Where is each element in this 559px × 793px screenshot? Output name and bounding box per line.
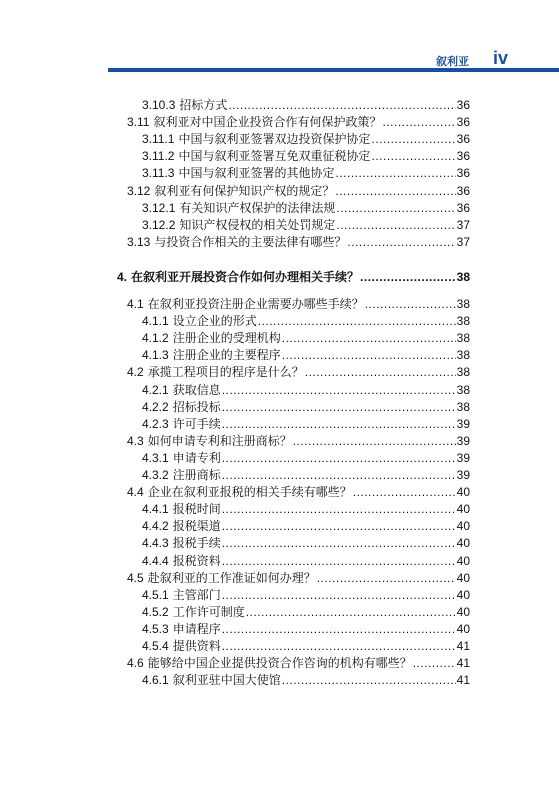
toc-entry[interactable] bbox=[127, 654, 470, 672]
toc-leader-dots bbox=[222, 552, 456, 570]
toc-entry-page: 36 bbox=[456, 115, 470, 130]
toc-entry-number: 3.12.1 bbox=[142, 200, 176, 215]
toc-entry-title: 报税渠道 bbox=[172, 519, 221, 534]
toc-entry-title: 中国与叙利亚签署双边投资保护协定 bbox=[178, 132, 371, 147]
toc-entry-title: 注册商标 bbox=[172, 468, 221, 482]
toc-entry-title: 承揽工程项目的程序是什么？ bbox=[147, 365, 304, 380]
toc-entry[interactable] bbox=[142, 96, 470, 114]
toc-entry-page: 41 bbox=[456, 656, 470, 671]
toc-entry-page: 39 bbox=[456, 416, 470, 431]
toc-entry[interactable] bbox=[127, 483, 470, 501]
header-rule bbox=[108, 68, 559, 72]
toc-leader-dots bbox=[305, 363, 456, 381]
toc-entry-number: 4.5.2 bbox=[142, 604, 169, 619]
toc-entry-page: 36 bbox=[456, 183, 470, 198]
toc-entry-page: 40 bbox=[456, 553, 470, 568]
toc-entry-page: 40 bbox=[456, 536, 470, 551]
toc-entry-title: 招标方式 bbox=[179, 98, 228, 112]
page-number: iv bbox=[492, 48, 508, 68]
toc-entry[interactable] bbox=[142, 534, 470, 552]
toc-entry-page: 38 bbox=[456, 331, 470, 346]
toc-entry-page: 40 bbox=[456, 485, 470, 500]
toc-entry-number: 4.3.2 bbox=[142, 468, 169, 482]
toc-entry-title: 有关知识产权保护的法律法规 bbox=[179, 200, 336, 215]
toc-entry[interactable] bbox=[127, 363, 470, 381]
toc-entry[interactable] bbox=[127, 182, 470, 200]
toc-entry-number: 4.2.1 bbox=[142, 382, 169, 397]
toc-entry-title: 企业在叙利亚报税的相关手续有哪些？ bbox=[147, 485, 352, 500]
toc-entry[interactable] bbox=[142, 671, 470, 689]
toc-entry-title: 中国与叙利亚签署的其他协定 bbox=[178, 166, 335, 181]
toc-entry-page: 38 bbox=[456, 382, 470, 397]
toc-entry-title: 赴叙利亚的工作准证如何办理？ bbox=[147, 570, 316, 585]
toc-entry[interactable] bbox=[127, 295, 470, 313]
toc-leader-dots bbox=[222, 415, 456, 433]
toc-leader-dots bbox=[222, 381, 456, 399]
toc-entry[interactable] bbox=[142, 637, 470, 655]
toc-entry[interactable] bbox=[142, 552, 470, 570]
toc-entry-page: 36 bbox=[456, 200, 470, 215]
toc-entry-number: 4.5 bbox=[127, 570, 144, 585]
toc-leader-dots bbox=[293, 432, 456, 450]
toc-leader-dots bbox=[222, 637, 456, 655]
toc-entry-page: 39 bbox=[456, 433, 470, 448]
toc-entry[interactable] bbox=[142, 466, 470, 484]
toc-entry-title: 设立企业的形式 bbox=[172, 314, 257, 329]
toc-entry[interactable] bbox=[117, 268, 470, 286]
toc-entry-number: 4.2 bbox=[127, 365, 144, 380]
toc-entry-number: 4.1.2 bbox=[142, 331, 169, 346]
toc-entry-title: 如何申请专利和注册商标？ bbox=[147, 433, 292, 448]
toc-entry[interactable] bbox=[142, 381, 470, 399]
toc-entry-number: 4.5.1 bbox=[142, 587, 169, 602]
toc-leader-dots bbox=[222, 500, 456, 518]
toc-entry-page: 38 bbox=[456, 399, 470, 414]
toc-entry-title: 获取信息 bbox=[172, 382, 221, 397]
toc-entry-title: 报税时间 bbox=[172, 502, 221, 517]
toc-entry-number: 4.6.1 bbox=[142, 673, 169, 688]
toc-entry[interactable] bbox=[142, 398, 470, 416]
toc-entry-number: 4.1.3 bbox=[142, 348, 169, 363]
toc-entry-page: 40 bbox=[456, 621, 470, 636]
toc-entry-page: 40 bbox=[456, 502, 470, 517]
toc-leader-dots bbox=[317, 569, 456, 587]
toc-entry-number: 3.12.2 bbox=[142, 217, 176, 232]
toc-entry-number: 3.11.2 bbox=[142, 149, 175, 164]
toc-leader-dots bbox=[228, 96, 455, 114]
toc-entry-number: 4.3.1 bbox=[142, 450, 169, 465]
toc-entry-title: 报税手续 bbox=[172, 536, 221, 551]
toc-entry-title: 与投资合作相关的主要法律有哪些？ bbox=[154, 234, 347, 249]
toc-entry-title: 注册企业的主要程序 bbox=[172, 348, 281, 363]
toc-leader-dots bbox=[335, 182, 455, 200]
toc-entry-number: 4.4 bbox=[127, 485, 144, 500]
toc-entry-page: 39 bbox=[456, 450, 470, 465]
toc-leader-dots bbox=[336, 164, 456, 182]
toc-entry-page: 40 bbox=[456, 604, 470, 619]
toc-leader-dots bbox=[246, 603, 456, 621]
toc-leader-dots bbox=[347, 233, 455, 251]
toc-entry-page: 41 bbox=[456, 639, 470, 653]
toc-entry[interactable] bbox=[142, 199, 470, 217]
toc-entry-number: 4.4.1 bbox=[142, 502, 169, 517]
toc-entry-title: 叙利亚对中国企业投资合作有何保护政策？ bbox=[153, 115, 382, 130]
toc-entry[interactable] bbox=[127, 233, 470, 251]
toc-entry-page: 37 bbox=[456, 234, 470, 249]
toc-leader-dots bbox=[382, 113, 455, 131]
toc-entry[interactable] bbox=[142, 164, 470, 182]
toc-leader-dots bbox=[282, 329, 456, 347]
toc-entry-title: 知识产权侵权的相关处罚规定 bbox=[179, 217, 336, 232]
toc-entry-page: 38 bbox=[456, 269, 470, 284]
toc-entry-number: 3.13 bbox=[127, 234, 151, 249]
toc-leader-dots bbox=[222, 466, 456, 484]
toc-entry-number: 3.11 bbox=[127, 115, 150, 130]
toc-leader-dots bbox=[336, 199, 455, 217]
toc-entry[interactable] bbox=[142, 517, 470, 535]
toc-entry-title: 注册企业的受理机构 bbox=[172, 331, 281, 346]
toc-leader-dots bbox=[222, 620, 456, 638]
toc-entry-page: 36 bbox=[456, 166, 470, 181]
toc-leader-dots bbox=[222, 398, 456, 416]
toc-entry-number: 4.4.2 bbox=[142, 519, 169, 534]
toc-entry-title: 叙利亚有何保护知识产权的规定？ bbox=[154, 183, 335, 198]
toc-entry-number: 3.12 bbox=[127, 183, 151, 198]
toc-entry-number: 4.2.2 bbox=[142, 399, 169, 414]
toc-entry-title: 招标投标 bbox=[172, 399, 221, 414]
toc-entry-title: 主管部门 bbox=[172, 587, 221, 602]
toc-entry-page: 38 bbox=[456, 348, 470, 363]
toc-entry-title: 中国与叙利亚签署互免双重征税协定 bbox=[178, 149, 371, 164]
toc-entry-page: 38 bbox=[456, 314, 470, 329]
toc-leader-dots bbox=[282, 346, 456, 364]
toc-leader-dots bbox=[365, 295, 456, 313]
toc-entry[interactable] bbox=[127, 113, 470, 131]
toc-leader-dots bbox=[336, 216, 455, 234]
toc-entry-title: 叙利亚驻中国大使馆 bbox=[172, 673, 281, 688]
toc-entry[interactable] bbox=[127, 569, 470, 587]
toc-entry[interactable] bbox=[142, 346, 470, 364]
toc-entry-page: 38 bbox=[456, 297, 470, 311]
toc-entry[interactable] bbox=[142, 216, 470, 234]
toc-leader-dots bbox=[353, 483, 456, 501]
toc-entry-number: 4.6 bbox=[127, 656, 144, 671]
toc-entry-title: 工作许可制度 bbox=[172, 604, 245, 619]
toc-entry-title: 在叙利亚投资注册企业需要办哪些手续？ bbox=[147, 297, 364, 311]
toc-entry[interactable] bbox=[142, 130, 470, 148]
toc-entry-number: 4.5.3 bbox=[142, 621, 169, 636]
toc-entry-title: 在叙利亚开展投资合作如何办理相关手续？ bbox=[131, 269, 360, 284]
toc-entry[interactable] bbox=[142, 500, 470, 518]
toc-entry[interactable] bbox=[142, 147, 470, 165]
toc-leader-dots bbox=[222, 586, 456, 604]
toc-entry[interactable] bbox=[142, 620, 470, 638]
toc-leader-dots bbox=[413, 654, 456, 672]
toc-entry-title: 提供资料 bbox=[172, 639, 221, 653]
toc-entry-number: 3.11.1 bbox=[142, 132, 175, 147]
toc-entry-page: 38 bbox=[456, 365, 470, 380]
toc-entry-number: 4.1.1 bbox=[142, 314, 169, 329]
toc-entry-page: 37 bbox=[456, 217, 470, 232]
toc-leader-dots bbox=[222, 534, 456, 552]
toc-entry-number: 3.10.3 bbox=[142, 98, 176, 112]
toc-entry-page: 40 bbox=[456, 519, 470, 534]
toc-entry-number: 4.1 bbox=[127, 297, 144, 311]
page-header bbox=[0, 0, 559, 80]
running-header-country: 叙利亚 bbox=[436, 55, 469, 68]
toc-entry-number: 4.5.4 bbox=[142, 639, 169, 653]
toc-leader-dots bbox=[360, 268, 456, 286]
toc-entry[interactable] bbox=[142, 415, 470, 433]
toc-entry[interactable] bbox=[127, 432, 470, 450]
toc-entry[interactable] bbox=[142, 312, 470, 330]
toc-entry-number: 3.11.3 bbox=[142, 166, 175, 181]
toc-entry-page: 40 bbox=[456, 587, 470, 602]
toc-entry[interactable] bbox=[142, 603, 470, 621]
toc-entry-page: 36 bbox=[456, 149, 470, 164]
toc-entry-number: 4. bbox=[117, 269, 128, 284]
toc-entry-page: 39 bbox=[456, 468, 470, 482]
toc-leader-dots bbox=[282, 671, 456, 689]
toc-entry-number: 4.2.3 bbox=[142, 416, 169, 431]
toc-entry-number: 4.3 bbox=[127, 433, 144, 448]
toc-entry-page: 41 bbox=[456, 673, 470, 688]
toc-entry-title: 申请程序 bbox=[172, 621, 221, 636]
toc-entry-number: 4.4.4 bbox=[142, 553, 169, 568]
toc-entry[interactable] bbox=[142, 586, 470, 604]
toc-entry-page: 40 bbox=[456, 570, 470, 585]
toc-entry-title: 报税资料 bbox=[172, 553, 221, 568]
toc-entry-title: 许可手续 bbox=[172, 416, 221, 431]
toc-entry-title: 申请专利 bbox=[172, 450, 221, 465]
toc-entry-number: 4.4.3 bbox=[142, 536, 169, 551]
toc-entry-page: 36 bbox=[456, 98, 470, 112]
toc-leader-dots bbox=[222, 517, 456, 535]
toc-leader-dots bbox=[372, 130, 456, 148]
toc-leader-dots bbox=[222, 449, 456, 467]
toc-leader-dots bbox=[372, 147, 456, 165]
toc-entry[interactable] bbox=[142, 329, 470, 347]
toc-entry-page: 36 bbox=[456, 132, 470, 147]
toc-entry-title: 能够给中国企业提供投资合作咨询的机构有哪些？ bbox=[147, 656, 412, 671]
toc-entry[interactable] bbox=[142, 449, 470, 467]
toc-leader-dots bbox=[258, 312, 456, 330]
